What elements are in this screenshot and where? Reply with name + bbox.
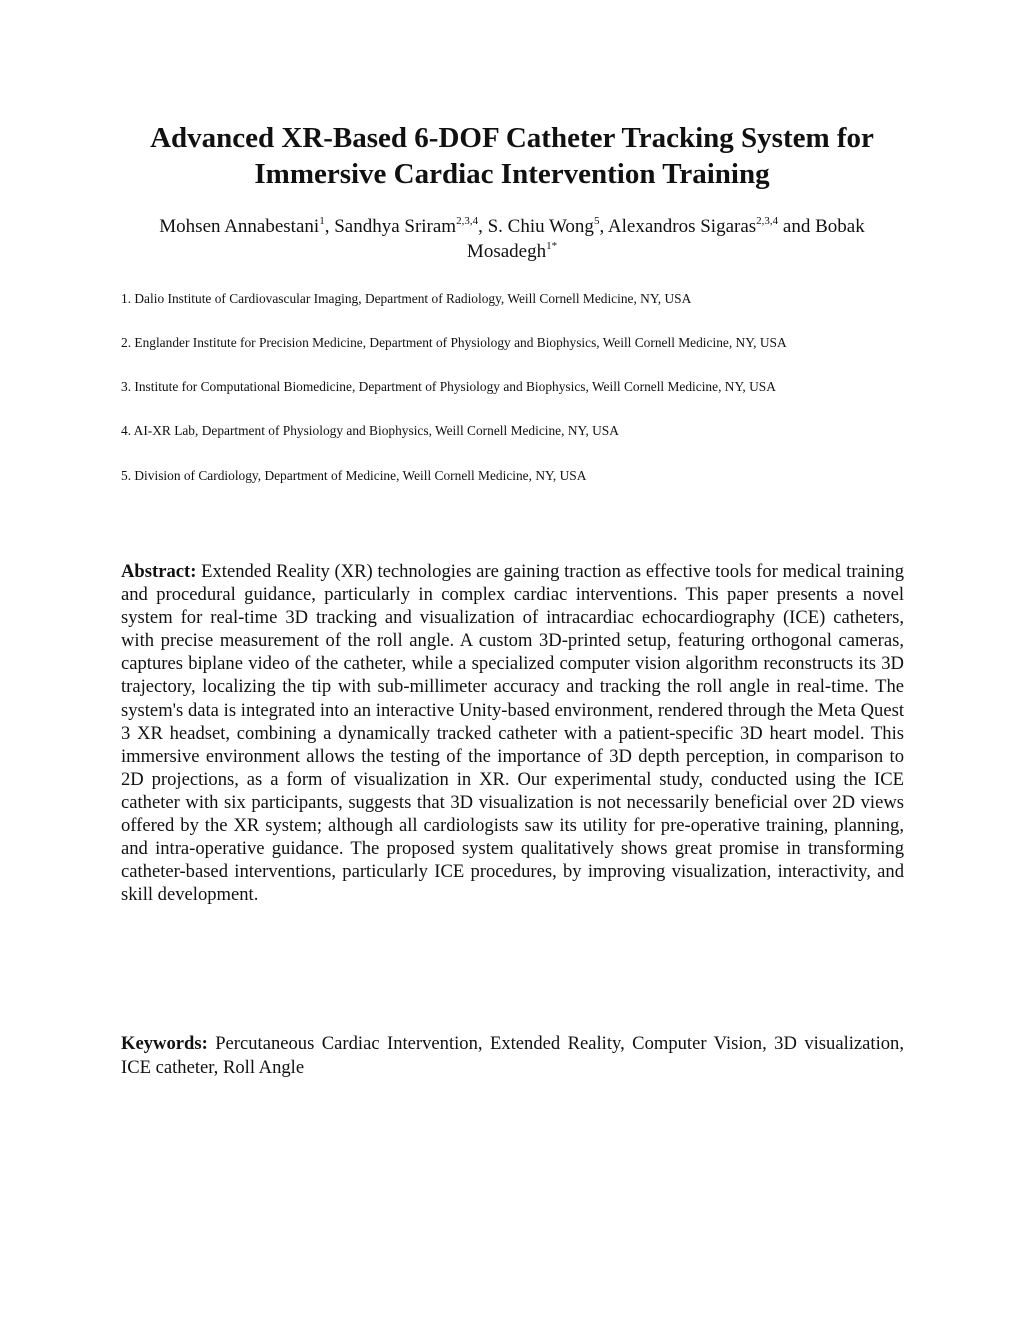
author-affiliation-mark: 5 xyxy=(593,214,600,227)
author-affiliation-mark: 1* xyxy=(546,239,558,252)
paper-title xyxy=(100,120,924,192)
author-name: S. Chiu Wong xyxy=(487,216,594,237)
affiliation-4: 4. AI-XR Lab, Department of Physiology and Biophysics, Weill Cornell Medicine, NY, USA xyxy=(121,423,619,438)
author-name: Alexandros Sigaras xyxy=(607,216,757,237)
author-name: Mohsen Annabestani xyxy=(159,216,320,237)
abstract-text: Extended Reality (XR) technologies are gaining traction as effective tools for medical training and procedural guidance, particularly in complex cardiac interventions. This paper presents a novel system for real-time 3D tracking and visualization of intracardiac echocardiography (ICE) catheters, with precise measurement of the roll angle. A custom 3D-printed setup, featuring orthogonal cameras, captures biplane video of the catheter, while a specialized computer vision algorithm reconstructs its 3D trajectory, localizing the tip with sub-millimeter accuracy and tracking the roll angle in real-time. The system's data is integrated into an interactive Unity-based environment, rendered through the Meta Quest 3 XR headset, combining a dynamically tracked catheter with a patient-specific 3D heart model. This immersive environment allows the testing of the importance of 3D depth perception, in comparison to 2D projections, as a form of visualization in XR. Our experimental study, conducted using the ICE catheter with six participants, suggests that 3D visualization is not necessarily beneficial over 2D views offered by the XR system; although all cardiologists saw its utility for pre-operative training, planning, and intra-operative guidance. The proposed system qualitatively shows great promise in transforming catheter-based interventions, particularly ICE procedures, by improving visualization, interactivity, and skill development. xyxy=(121,561,904,906)
affiliation-3: 3. Institute for Computational Biomedicine, Department of Physiology and Biophysics, Weill Cornell Medicine, NY, USA xyxy=(121,379,776,394)
author-name: Sandhya Sriram xyxy=(334,216,457,237)
keywords-label: Keywords: xyxy=(121,1033,208,1054)
abstract-label: Abstract: xyxy=(121,561,197,582)
author-affiliation-mark: 2,3,4 xyxy=(756,214,779,227)
affiliation-5: 5. Division of Cardiology, Department of Medicine, Weill Cornell Medicine, NY, USA xyxy=(121,468,587,483)
author-separator: , xyxy=(599,216,608,237)
author-separator: , xyxy=(324,216,335,237)
abstract xyxy=(121,560,904,906)
keywords-text: Percutaneous Cardiac Intervention, Extended Reality, Computer Vision, 3D visualization, ICE catheter, Roll Angle xyxy=(121,1033,904,1078)
author-list xyxy=(120,214,904,264)
author-separator: , xyxy=(478,216,488,237)
affiliation-1: 1. Dalio Institute of Cardiovascular Imaging, Department of Radiology, Weill Cornell Medicine, NY, USA xyxy=(121,291,692,306)
author-name: Bobak Mosadegh xyxy=(466,216,865,262)
author-affiliation-mark: 1 xyxy=(319,214,325,227)
author-separator: and xyxy=(778,216,816,237)
affiliation-2: 2. Englander Institute for Precision Medicine, Department of Physiology and Biophysics, Weill Cornell Medicine, NY, USA xyxy=(121,335,787,350)
title-line-1: Advanced XR-Based 6-DOF Catheter Tracking System for xyxy=(150,122,874,154)
keywords xyxy=(121,1032,904,1080)
author-affiliation-mark: 2,3,4 xyxy=(456,214,479,227)
title-line-2: Immersive Cardiac Intervention Training xyxy=(254,158,770,190)
